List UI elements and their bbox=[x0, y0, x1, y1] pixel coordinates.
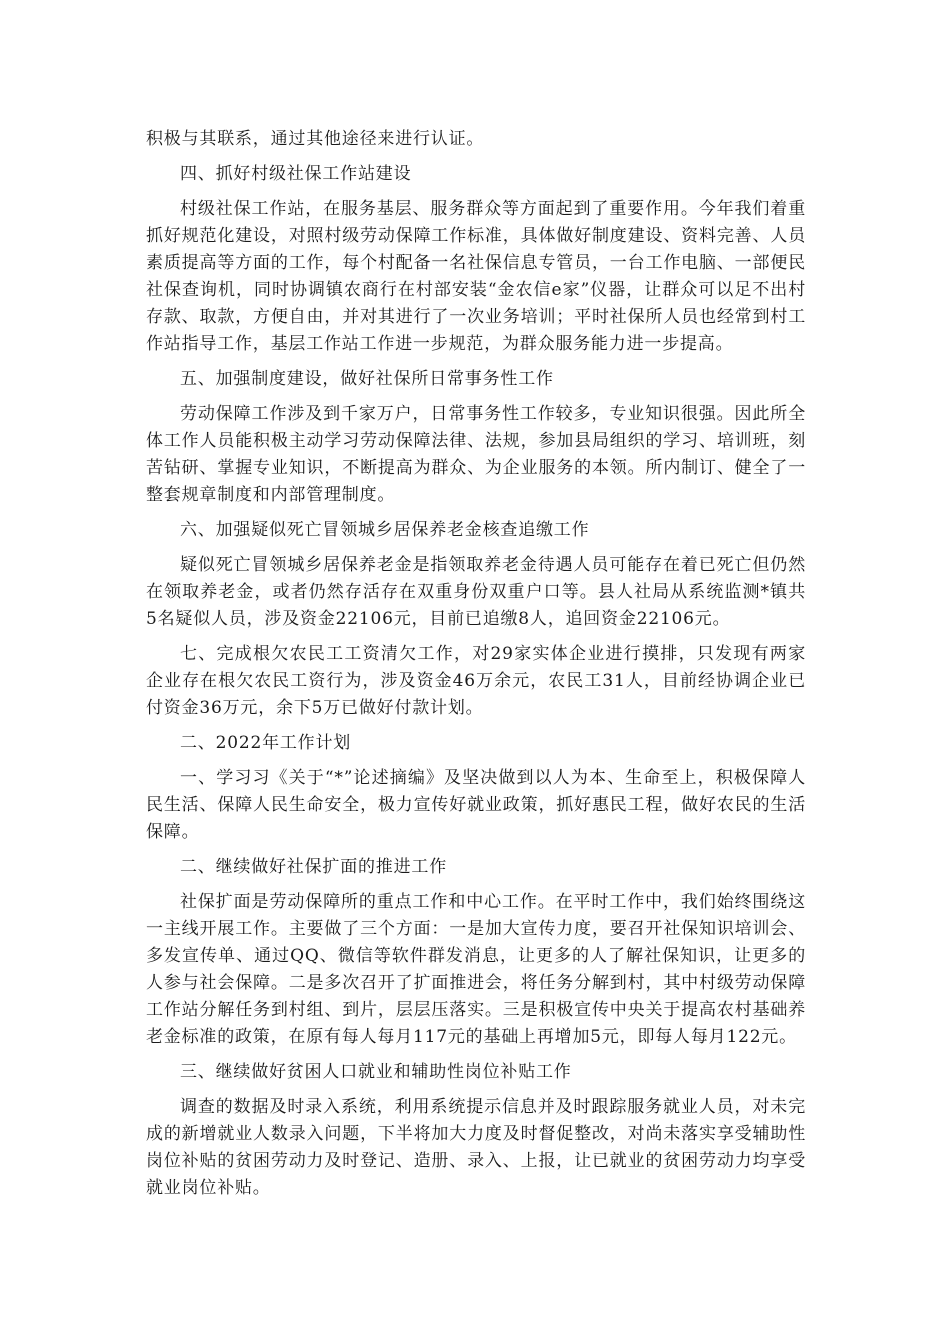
section-heading-social-security-expansion: 二、继续做好社保扩面的推进工作 bbox=[180, 857, 447, 877]
paragraph-pension-audit: 疑似死亡冒领城乡居保养老金是指领取养老金待遇人员可能存在着已死亡但仍然在领取养老金，或者仍然存活存在双重身份双重户口等。县人社局从系统监测*镇共5名疑似人员，涉及资金22106元，目前已追缴8人，追回资金22106元。 bbox=[146, 555, 806, 629]
paragraph-social-security-expansion: 社保扩面是劳动保障所的重点工作和中心工作。在平时工作中，我们始终围绕这一主线开展工作。主要做了三个方面：一是加大宣传力度，要召开社保知识培训会、多发宣传单、通过QQ、微信等软件群发消息，让更多的人了解社保知识，让更多的人参与社会保障。二是多次召开了扩面推进会，将任务分解到村，其中村级劳动保障工作站分解任务到村组、到片，层层压落实。三是积极宣传中央关于提高农村基础养老金标准的政策，在原有每人每月117元的基础上再增加5元，即每人每月122元。 bbox=[146, 892, 806, 1047]
section-heading-pension-audit: 六、加强疑似死亡冒领城乡居保养老金核查追缴工作 bbox=[180, 520, 590, 540]
section-heading-employment-subsidy: 三、继续做好贫困人口就业和辅助性岗位补贴工作 bbox=[180, 1062, 572, 1082]
section-heading-work-plan: 二、2022年工作计划 bbox=[180, 733, 352, 753]
paragraph-plan-study: 一、学习习《关于“*”论述摘编》及坚决做到以人为本、生命至上，积极保障人民生活、保障人民生命安全，极力宣传好就业政策，抓好惠民工程，做好农民的生活保障。 bbox=[146, 768, 806, 842]
section-heading-system-building: 五、加强制度建设，做好社保所日常事务性工作 bbox=[180, 369, 554, 389]
paragraph-system-building: 劳动保障工作涉及到千家万户，日常事务性工作较多，专业知识很强。因此所全体工作人员能积极主动学习劳动保障法律、法规，参加县局组织的学习、培训班，刻苦钻研、掌握专业知识，不断提高为群众、为企业服务的本领。所内制订、健全了一整套规章制度和内部管理制度。 bbox=[146, 404, 806, 505]
document-body bbox=[146, 126, 806, 1210]
paragraph-employment-subsidy: 调查的数据及时录入系统，利用系统提示信息并及时跟踪服务就业人员，对未完成的新增就业人数录入问题，下半将加大力度及时督促整改，对尚未落实享受辅助性岗位补贴的贫困劳动力及时登记、造册、录入、上报，让已就业的贫困劳动力均享受就业岗位补贴。 bbox=[146, 1097, 806, 1198]
paragraph-continuation: 积极与其联系，通过其他途径来进行认证。 bbox=[146, 129, 485, 149]
paragraph-village-station: 村级社保工作站，在服务基层、服务群众等方面起到了重要作用。今年我们着重抓好规范化建设，对照村级劳动保障工作标准，具体做好制度建设、资料完善、人员素质提高等方面的工作，每个村配备一名社保信息专管员，一台工作电脑、一部便民社保查询机，同时协调镇农商行在村部安装“金农信e家”仪器，让群众可以足不出村存款、取款，方便自由，并对其进行了一次业务培训；平时社保所人员也经常到村工作站指导工作，基层工作站工作进一步规范，为群众服务能力进一步提高。 bbox=[146, 199, 806, 354]
paragraph-wage-arrears: 七、完成根欠农民工工资清欠工作，对29家实体企业进行摸排，只发现有两家企业存在根欠农民工资行为，涉及资金46万余元，农民工31人，目前经协调企业已付资金36万元，余下5万已做好付款计划。 bbox=[146, 644, 806, 718]
section-heading-village-station: 四、抓好村级社保工作站建设 bbox=[180, 164, 412, 184]
